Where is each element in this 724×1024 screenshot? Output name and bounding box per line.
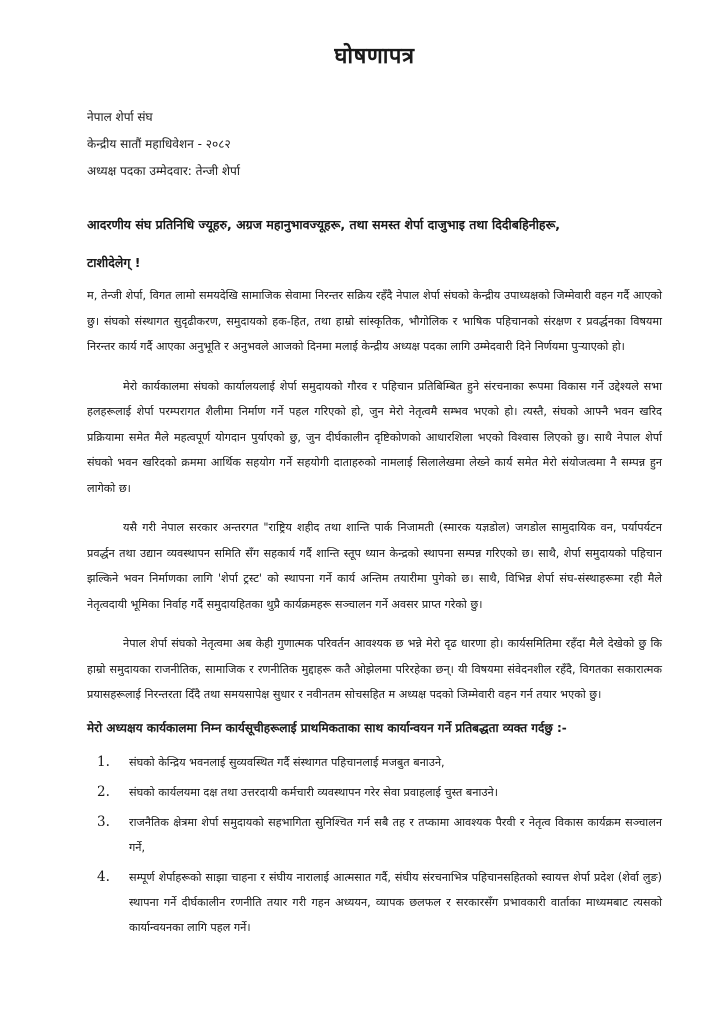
paragraph-projects: यसै गरी नेपाल सरकार अन्तरगत "राष्ट्रिय शहीद तथा शान्ति पार्क निजामती (स्मारक यज्ञडोल) जगडोल सामुदायिक वन, पर्यापर्यटन प्रवर्द्धन तथा उद्यान व्यवस्थापन समिति सँग सहकार्य गर्दै शान्ति स्तूप ध्यान केन्द्रको स्थापना सम्पन्न गरिएको छ। साथै, शेर्पा समुदायको पहिचान झल्किने भवन निर्माणका लागि 'शेर्पा ट्रस्ट' को स्थापना गर्ने कार्य अन्तिम तयारीमा पुगेको छ। साथै, विभिन्न शेर्पा संघ-संस्थाहरूमा रही मैले नेतृत्वदायी भूमिका निर्वाह गर्दै समुदायहितका थुप्रै कार्यक्रमहरू सञ्चालन गर्ने अवसर प्राप्त गरेको छु। xyxy=(87,521,662,611)
commitment-heading: मेरो अध्यक्षय कार्यकालमा निम्न कार्यसूचीहरूलाई प्राथमिकताका साथ कार्यान्वयन गर्ने प्रतिबद्धता व्यक्त गर्दछु :- xyxy=(87,720,567,735)
organization-name: नेपाल शेर्पा संघ xyxy=(87,110,153,124)
list-item-number: 2. xyxy=(97,783,110,800)
list-item xyxy=(87,780,662,805)
list-item-number: 4. xyxy=(97,868,110,885)
list-item-number: 3. xyxy=(97,813,110,830)
list-item xyxy=(87,750,662,775)
agenda-list xyxy=(87,750,662,940)
paragraph-achievements: मेरो कार्यकालमा संघको कार्यालयलाई शेर्पा समुदायको गौरव र पहिचान प्रतिबिम्बित हुने संरचनाका रूपमा विकास गर्ने उद्देश्यले सभा हलहरूलाई शेर्पा परम्परागत शैलीमा निर्माण गर्ने पहल गरिएको हो, जुन मेरो नेतृत्वमै सम्भव भएको हो। त्यस्तै, संघको आफ्नै भवन खरिद प्रक्रियामा समेत मैले महत्वपूर्ण योगदान पुर्याएको छु, जुन दीर्घकालीन दृष्टिकोणको आधारशिला भएको विश्वास लिएको छु। साथै नेपाल शेर्पा संघको भवन खरिदको क्रममा आर्थिक सहयोग गर्ने सहयोगी दाताहरुको नामलाई सिलालेखमा लेख्ने कार्य समेत मेरो संयोजत्वमा नै सम्पन्न हुन लागेको छ। xyxy=(87,379,662,495)
greeting: टाशीदेलेग् ! xyxy=(87,255,141,270)
list-item-text: राजनैतिक क्षेत्रमा शेर्पा समुदायको सहभागिता सुनिश्चित गर्न सबै तह र तप्कामा आवश्यक पैरवी र नेतृत्व विकास कार्यक्रम सञ्चालन गर्ने, xyxy=(129,815,662,854)
list-item-number: 1. xyxy=(97,753,110,770)
paragraph-vision: नेपाल शेर्पा संघको नेतृत्वमा अब केही गुणात्मक परिवर्तन आवश्यक छ भन्ने मेरो दृढ धारणा हो। कार्यसमितिमा रहँदा मैले देखेको छु कि हाम्रो समुदायका राजनीतिक, सामाजिक र रणनीतिक मुद्दाहरू कतै ओझेलमा परिरहेका छन्। यी विषयमा संवेदनशील रहँदै, विगतका सकारात्मक प्रयासहरूलाई निरन्तरता दिँदै तथा समयसापेक्ष सुधार र नवीनतम सोचसहित म अध्यक्ष पदको जिम्मेवारी वहन गर्न तयार भएको छु। xyxy=(87,637,662,701)
list-item-text: संघको केन्द्रिय भवनलाई सुव्यवस्थित गर्दै संस्थागत पहिचानलाई मजबुत बनाउने, xyxy=(129,755,445,769)
paragraph-intro: म, तेन्जी शेर्पा, विगत लामो समयदेखि सामाजिक सेवामा निरन्तर सक्रिय रहँदै नेपाल शेर्पा संघको केन्द्रीय उपाध्यक्षको जिम्मेवारी वहन गर्दै आएको छु। संघको संस्थागत सुदृढीकरण, समुदायको हक-हित, तथा हाम्रो सांस्कृतिक, भौगोलिक र भाषिक पहिचानको संरक्षण र प्रवर्द्धनका विषयमा निरन्तर कार्य गर्दै आएका अनुभूति र अनुभवले आजको दिनमा मलाई केन्द्रीय अध्यक्ष पदका लागि उम्मेदवारी दिने निर्णयमा पुऱ्याएको हो। xyxy=(87,289,662,353)
salutation: आदरणीय संघ प्रतिनिधि ज्यूहरु, अग्रज महानुभावज्यूहरू, तथा समस्त शेर्पा दाजुभाइ तथा दिदीबहिनीहरू, xyxy=(87,217,561,232)
candidate-line: अध्यक्ष पदका उम्मेदवार: तेन्जी शेर्पा xyxy=(87,164,240,178)
list-item-text: संघको कार्यलयमा दक्ष तथा उत्तरदायी कर्मचारी व्यवस्थापन गरेर सेवा प्रवाहलाई चुस्त बनाउने। xyxy=(129,785,498,799)
list-item xyxy=(87,810,662,860)
convention-name: केन्द्रीय सातौं महाधिवेशन - २०८२ xyxy=(87,137,231,151)
document-title: घोषणापत्र xyxy=(334,44,415,69)
list-item xyxy=(87,865,662,940)
list-item-text: सम्पूर्ण शेर्पाहरूको साझा चाहना र संघीय नारालाई आत्मसात गर्दै, संघीय संरचनाभित्र पहिचानसहितको स्वायत्त शेर्पा प्रदेश (शेर्वा लुङ) स्थापना गर्ने दीर्घकालीन रणनीति तयार गरी गहन अध्ययन, व्यापक छलफल र सरकारसँग प्रभावकारी वार्ताका माध्यमबाट त्यसको कार्यान्वयनका लागि पहल गर्ने। xyxy=(129,870,662,934)
meta-block xyxy=(87,104,662,185)
